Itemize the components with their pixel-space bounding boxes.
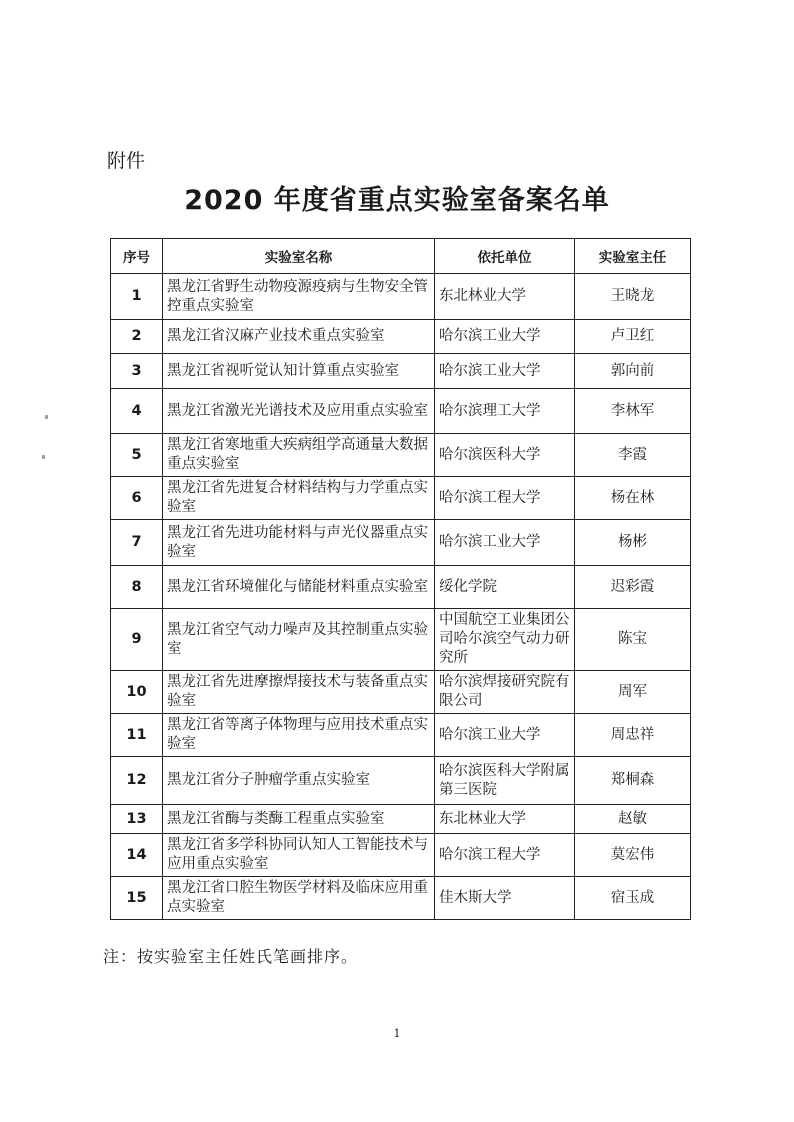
- scan-speck: [42, 455, 45, 459]
- table-row: [111, 434, 691, 477]
- row-host-unit: 哈尔滨理工大学: [435, 389, 575, 434]
- row-lab-director: 郑桐森: [575, 757, 691, 805]
- row-serial-number: 2: [111, 320, 163, 354]
- row-lab-director: 周忠祥: [575, 714, 691, 757]
- row-lab-name: 黑龙江省野生动物疫源疫病与生物安全管控重点实验室: [163, 274, 435, 320]
- scan-speck: [45, 415, 48, 419]
- table-row: [111, 834, 691, 877]
- row-lab-name: 黑龙江省寒地重大疾病组学高通量大数据重点实验室: [163, 434, 435, 477]
- table-row: [111, 320, 691, 354]
- row-lab-name: 黑龙江省先进摩擦焊接技术与装备重点实验室: [163, 671, 435, 714]
- row-host-unit: 哈尔滨工业大学: [435, 354, 575, 389]
- row-serial-number: 15: [111, 877, 163, 920]
- row-serial-number: 7: [111, 520, 163, 566]
- row-serial-number: 1: [111, 274, 163, 320]
- row-serial-number: 11: [111, 714, 163, 757]
- row-host-unit: 哈尔滨医科大学: [435, 434, 575, 477]
- row-lab-name: 黑龙江省分子肿瘤学重点实验室: [163, 757, 435, 805]
- row-lab-name: 黑龙江省等离子体物理与应用技术重点实验室: [163, 714, 435, 757]
- header-lab-director: 实验室主任: [575, 239, 691, 274]
- row-lab-director: 李林军: [575, 389, 691, 434]
- row-lab-name: 黑龙江省汉麻产业技术重点实验室: [163, 320, 435, 354]
- row-serial-number: 13: [111, 805, 163, 834]
- lab-list-table: [110, 238, 691, 920]
- row-serial-number: 3: [111, 354, 163, 389]
- row-host-unit: 哈尔滨工业大学: [435, 320, 575, 354]
- header-serial-number: 序号: [111, 239, 163, 274]
- row-lab-director: 杨彬: [575, 520, 691, 566]
- page-number: 1: [393, 1027, 401, 1040]
- table-row: [111, 274, 691, 320]
- header-lab-name: 实验室名称: [163, 239, 435, 274]
- row-lab-director: 赵敏: [575, 805, 691, 834]
- row-serial-number: 5: [111, 434, 163, 477]
- row-serial-number: 9: [111, 609, 163, 671]
- row-host-unit: 哈尔滨工业大学: [435, 714, 575, 757]
- row-lab-name: 黑龙江省先进复合材料结构与力学重点实验室: [163, 477, 435, 520]
- table-row: [111, 354, 691, 389]
- row-lab-name: 黑龙江省视听觉认知计算重点实验室: [163, 354, 435, 389]
- row-lab-name: 黑龙江省口腔生物医学材料及临床应用重点实验室: [163, 877, 435, 920]
- row-host-unit: 东北林业大学: [435, 274, 575, 320]
- row-lab-director: 迟彩霞: [575, 566, 691, 609]
- table-row: [111, 609, 691, 671]
- row-lab-director: 郭向前: [575, 354, 691, 389]
- row-serial-number: 14: [111, 834, 163, 877]
- table-row: [111, 389, 691, 434]
- row-host-unit: 哈尔滨医科大学附属第三医院: [435, 757, 575, 805]
- row-serial-number: 8: [111, 566, 163, 609]
- row-serial-number: 10: [111, 671, 163, 714]
- row-host-unit: 佳木斯大学: [435, 877, 575, 920]
- footnote: 注：按实验室主任姓氏笔画排序。: [103, 947, 359, 966]
- table-row: [111, 671, 691, 714]
- row-lab-director: 周军: [575, 671, 691, 714]
- row-serial-number: 12: [111, 757, 163, 805]
- row-host-unit: 绥化学院: [435, 566, 575, 609]
- table-row: [111, 477, 691, 520]
- table-header-row: [111, 239, 691, 274]
- attachment-label: 附件: [107, 150, 146, 172]
- table-row: [111, 566, 691, 609]
- row-host-unit: 中国航空工业集团公司哈尔滨空气动力研究所: [435, 609, 575, 671]
- row-lab-name: 黑龙江省激光光谱技术及应用重点实验室: [163, 389, 435, 434]
- row-host-unit: 东北林业大学: [435, 805, 575, 834]
- row-lab-director: 卢卫红: [575, 320, 691, 354]
- row-lab-director: 杨在林: [575, 477, 691, 520]
- row-lab-name: 黑龙江省环境催化与储能材料重点实验室: [163, 566, 435, 609]
- row-lab-director: 宿玉成: [575, 877, 691, 920]
- row-lab-director: 莫宏伟: [575, 834, 691, 877]
- row-lab-name: 黑龙江省多学科协同认知人工智能技术与应用重点实验室: [163, 834, 435, 877]
- row-lab-name: 黑龙江省酶与类酶工程重点实验室: [163, 805, 435, 834]
- table-row: [111, 805, 691, 834]
- table-row: [111, 714, 691, 757]
- row-host-unit: 哈尔滨工程大学: [435, 477, 575, 520]
- row-lab-name: 黑龙江省空气动力噪声及其控制重点实验室: [163, 609, 435, 671]
- row-host-unit: 哈尔滨工程大学: [435, 834, 575, 877]
- row-lab-director: 王晓龙: [575, 274, 691, 320]
- row-lab-director: 李霞: [575, 434, 691, 477]
- header-host-unit: 依托单位: [435, 239, 575, 274]
- table-row: [111, 757, 691, 805]
- row-host-unit: 哈尔滨工业大学: [435, 520, 575, 566]
- row-serial-number: 6: [111, 477, 163, 520]
- document-title: 2020 年度省重点实验室备案名单: [184, 185, 610, 216]
- row-host-unit: 哈尔滨焊接研究院有限公司: [435, 671, 575, 714]
- table-row: [111, 520, 691, 566]
- row-lab-name: 黑龙江省先进功能材料与声光仪器重点实验室: [163, 520, 435, 566]
- row-lab-director: 陈宝: [575, 609, 691, 671]
- table-row: [111, 877, 691, 920]
- row-serial-number: 4: [111, 389, 163, 434]
